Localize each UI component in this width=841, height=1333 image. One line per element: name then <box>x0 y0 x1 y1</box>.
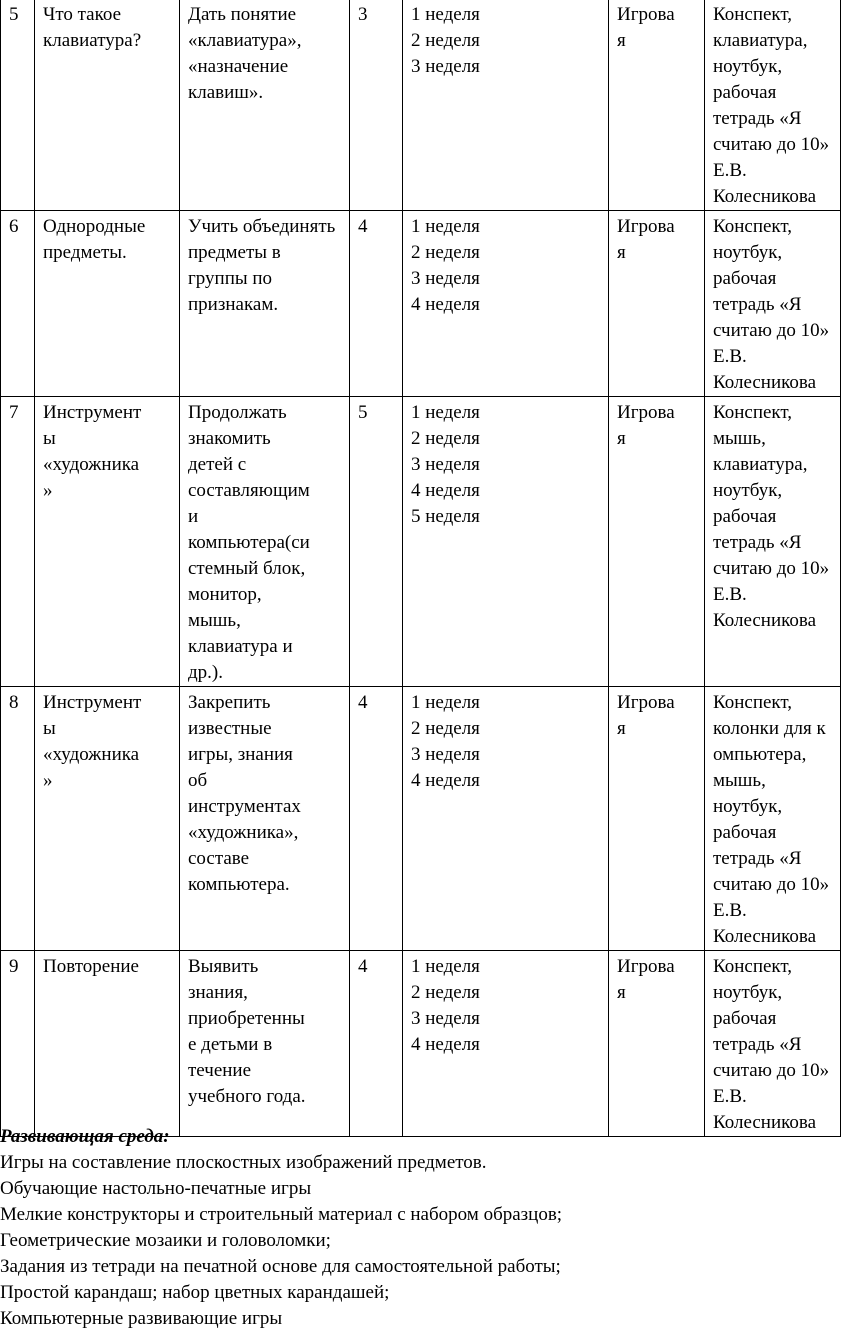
table-row <box>1 687 841 951</box>
lesson-goal: Продолжать знакомить детей с составляющим и компьютера(си стемный блок, монитор, мышь, клавиатура и др.). <box>180 397 350 687</box>
lesson-materials: Конспект, ноутбук, рабочая тетрадь «Я считаю до 10» Е.В. Колесникова <box>705 951 841 1137</box>
lesson-materials: Конспект, ноутбук, рабочая тетрадь «Я считаю до 10» Е.В. Колесникова <box>705 211 841 397</box>
list-item: Простой карандаш; набор цветных карандашей; <box>0 1282 390 1303</box>
lesson-hours: 3 <box>350 0 403 211</box>
list-item: Задания из тетради на печатной основе для самостоятельной работы; <box>0 1256 561 1277</box>
lesson-hours: 4 <box>350 211 403 397</box>
lesson-weeks: 1 неделя 2 неделя 3 неделя 4 неделя <box>403 687 609 951</box>
lesson-form: Игрова я <box>609 951 705 1137</box>
table-row <box>1 0 841 211</box>
section-heading: Развивающая среда: <box>0 1126 170 1147</box>
lesson-number: 9 <box>1 951 35 1137</box>
table-row <box>1 211 841 397</box>
lesson-weeks: 1 неделя 2 неделя 3 неделя 4 неделя <box>403 211 609 397</box>
lesson-topic: Что такое клавиатура? <box>35 0 180 211</box>
lesson-hours: 4 <box>350 687 403 951</box>
table-row <box>1 951 841 1137</box>
lesson-hours: 5 <box>350 397 403 687</box>
list-item: Геометрические мозаики и головоломки; <box>0 1230 331 1251</box>
lesson-goal: Учить объединять предметы в группы по признакам. <box>180 211 350 397</box>
lesson-form: Игрова я <box>609 687 705 951</box>
lesson-topic: Однородные предметы. <box>35 211 180 397</box>
lesson-form: Игрова я <box>609 0 705 211</box>
lesson-number: 8 <box>1 687 35 951</box>
lesson-form: Игрова я <box>609 211 705 397</box>
lesson-hours: 4 <box>350 951 403 1137</box>
lesson-topic: Инструмент ы «художника » <box>35 687 180 951</box>
list-item: Игры на составление плоскостных изображений предметов. <box>0 1152 487 1173</box>
list-item: Мелкие конструкторы и строительный материал с набором образцов; <box>0 1204 563 1225</box>
lesson-number: 7 <box>1 397 35 687</box>
lesson-weeks: 1 неделя 2 неделя 3 неделя 4 неделя <box>403 951 609 1137</box>
lesson-materials: Конспект, клавиатура, ноутбук, рабочая тетрадь «Я считаю до 10» Е.В. Колесникова <box>705 0 841 211</box>
lesson-materials: Конспект, мышь, клавиатура, ноутбук, рабочая тетрадь «Я считаю до 10» Е.В. Колесникова <box>705 397 841 687</box>
table-row <box>1 397 841 687</box>
lesson-materials: Конспект, колонки для к омпьютера, мышь, ноутбук, рабочая тетрадь «Я считаю до 10» Е.В. Колесникова <box>705 687 841 951</box>
lesson-number: 6 <box>1 211 35 397</box>
list-item: Компьютерные развивающие игры <box>0 1308 283 1329</box>
lesson-topic: Инструмент ы «художника » <box>35 397 180 687</box>
lesson-number: 5 <box>1 0 35 211</box>
lesson-form: Игрова я <box>609 397 705 687</box>
developing-environment-section <box>0 1124 816 1332</box>
lesson-goal: Закрепить известные игры, знания об инструментах «художника», составе компьютера. <box>180 687 350 951</box>
lesson-weeks: 1 неделя 2 неделя 3 неделя <box>403 0 609 211</box>
lesson-goal: Выявить знания, приобретенны е детьми в течение учебного года. <box>180 951 350 1137</box>
lesson-weeks: 1 неделя 2 неделя 3 неделя 4 неделя 5 неделя <box>403 397 609 687</box>
lesson-topic: Повторение <box>35 951 180 1137</box>
list-item: Обучающие настольно-печатные игры <box>0 1178 312 1199</box>
lesson-goal: Дать понятие «клавиатура», «назначение клавиш». <box>180 0 350 211</box>
